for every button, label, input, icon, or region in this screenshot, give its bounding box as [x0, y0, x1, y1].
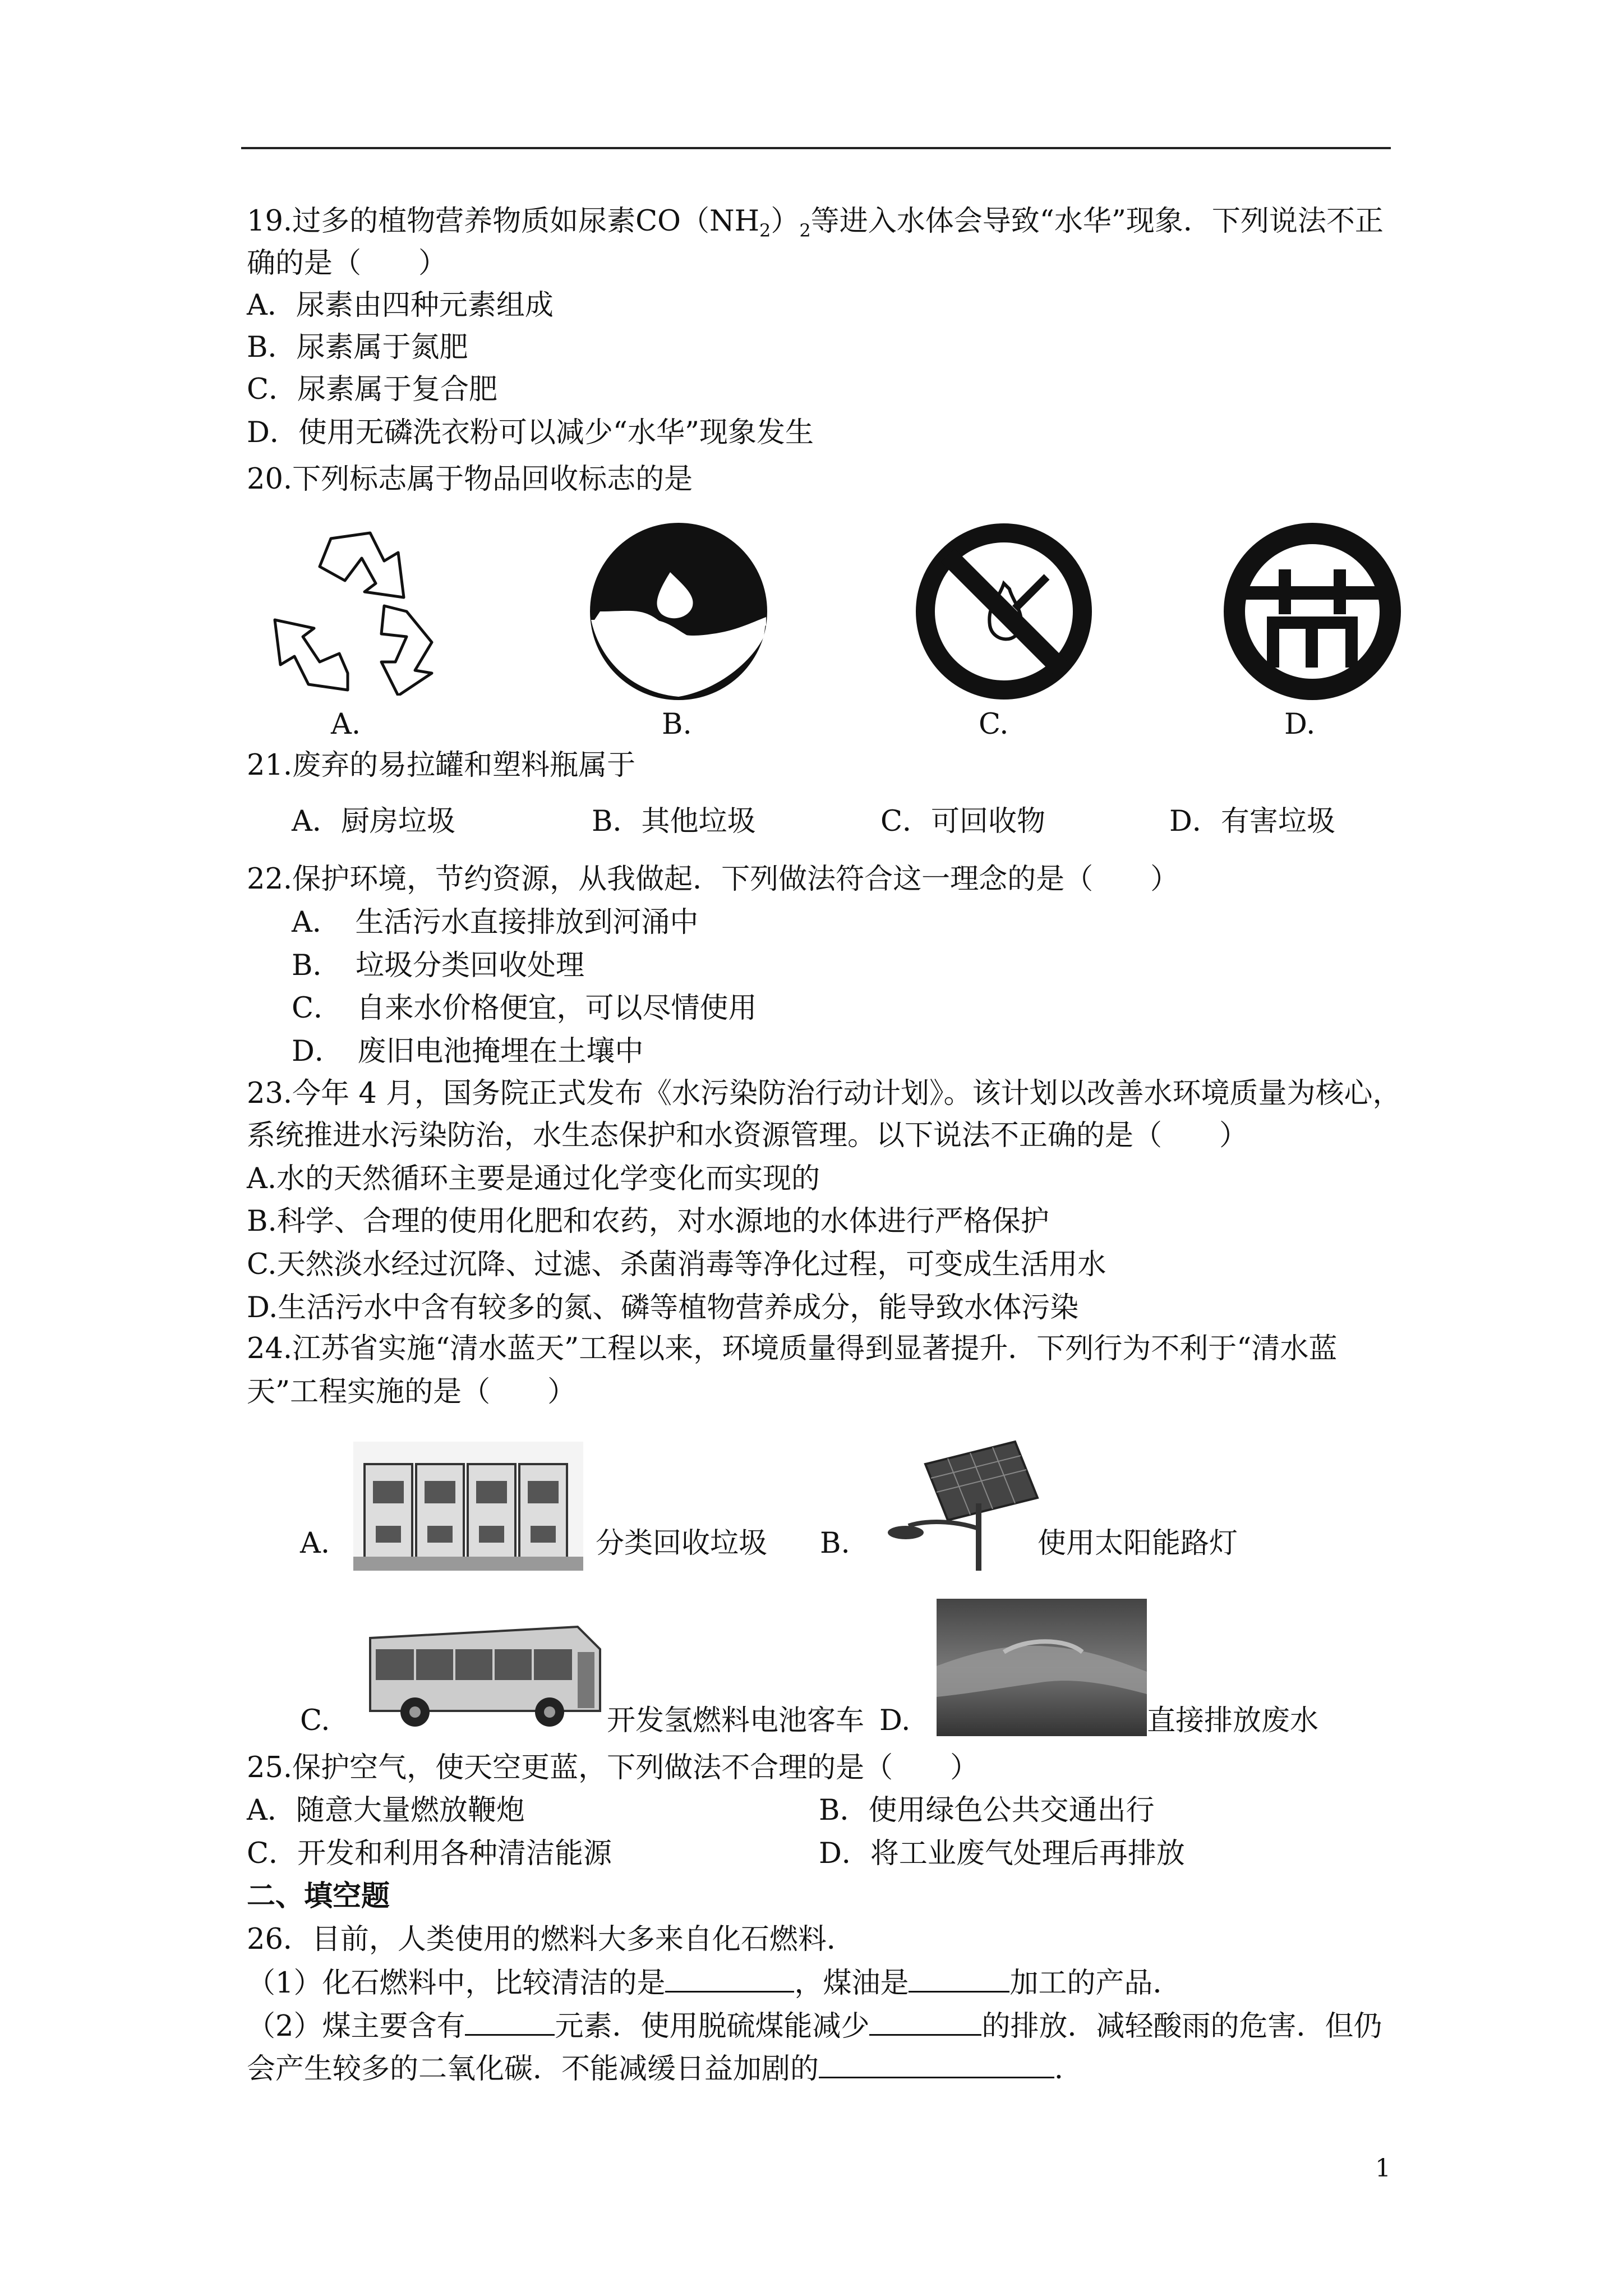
q26-part3 [247, 2052, 1083, 2086]
q22-option-b: B． 垃圾分类回收处理 [292, 949, 584, 982]
q19-option-b: B．尿素属于氮肥 [247, 331, 468, 364]
q21-option-c: C．可回收物 [880, 805, 1046, 838]
q19-option-c: C．尿素属于复合肥 [247, 373, 498, 406]
q24-stem-line2: 天”工程实施的是（ ） [247, 1375, 577, 1409]
q23-stem-line2: 系统推进水污染防治，水生态保护和水资源管理。以下说法不正确的是（ ） [247, 1119, 1248, 1152]
energy-saving-icon [1223, 522, 1402, 701]
q19-option-d: D．使用无磷洗衣粉可以减少“水华”现象发生 [247, 416, 814, 449]
solar-lamp-photo [875, 1436, 1043, 1571]
q23-stem-line1: 23.今年 4 月，国务院正式发布《水污染防治行动计划》。该计划以改善水环境质量为核心， [247, 1077, 1401, 1110]
q26-p2-text-c: 的排放．减轻酸雨的危害．但仍 [981, 2010, 1382, 2043]
q19-formula-close: ） [771, 205, 800, 238]
q20-label-b: B. [662, 708, 692, 741]
q24-option-d-text: 直接排放废水 [1147, 1704, 1319, 1737]
q20-label-a: A. [331, 708, 361, 741]
q20-label-d: D. [1284, 708, 1316, 741]
q19-stem-text: 19.过多的植物营养物质如尿素 [247, 205, 636, 238]
q26-p1-text-b: ，煤油是 [794, 1967, 909, 2000]
q24-option-a-text: 分类回收垃圾 [596, 1527, 768, 1560]
q26-p3-text-b: ． [1054, 2053, 1083, 2086]
q25-option-a: A．随意大量燃放鞭炮 [247, 1794, 525, 1827]
q26-blank-1[interactable] [665, 1966, 794, 1993]
q23-option-d: D.生活污水中含有较多的氮、磷等植物营养成分，能导致水体污染 [247, 1291, 1079, 1324]
q19-formula-sub2: 2 [799, 220, 811, 242]
q25-option-b: B．使用绿色公共交通出行 [819, 1794, 1155, 1827]
header-rule [241, 147, 1391, 149]
q23-option-a: A.水的天然循环主要是通过化学变化而实现的 [247, 1162, 820, 1195]
garbage-bins-photo [353, 1442, 583, 1571]
q26-p2-text-a: （2）煤主要含有 [247, 2010, 465, 2043]
q26-blank-5[interactable] [819, 2052, 1054, 2078]
q19-stem-line2: 确的是（ ） [247, 247, 448, 280]
q19-option-a: A．尿素由四种元素组成 [247, 289, 554, 322]
q26-blank-4[interactable] [869, 2009, 981, 2036]
q22-option-d: D． 废旧电池掩埋在土壤中 [292, 1035, 644, 1068]
q24-option-d-letter: D. [879, 1704, 911, 1737]
q26-p3-text-a: 会产生较多的二氧化碳．不能减缓日益加剧的 [247, 2053, 819, 2086]
q26-p1-text-a: （1）化石燃料中，比较清洁的是 [247, 1967, 666, 2000]
hydrogen-bus-photo [365, 1616, 606, 1733]
q21-stem: 21.废弃的易拉罐和塑料瓶属于 [247, 749, 636, 782]
q21-option-b: B．其他垃圾 [592, 805, 756, 838]
q24-option-b-letter: B. [820, 1527, 850, 1560]
q24-option-c-letter: C. [300, 1704, 330, 1737]
q25-option-c: C．开发和利用各种清洁能源 [247, 1837, 612, 1870]
q19-formula: CO（NH [635, 205, 760, 238]
recycle-icon [264, 522, 449, 696]
q22-stem: 22.保护环境，节约资源，从我做起．下列做法符合这一理念的是（ ） [247, 863, 1179, 896]
q19-formula-sub: 2 [759, 220, 771, 242]
q26-blank-3[interactable] [465, 2009, 555, 2036]
q26-part1 [247, 1966, 1181, 2000]
q21-option-a: A．厨房垃圾 [292, 805, 455, 838]
q24-option-c-text: 开发氢燃料电池客车 [607, 1704, 865, 1737]
section-title: 二、填空题 [247, 1879, 390, 1913]
q26-part2 [247, 2009, 1382, 2044]
q24-option-b-text: 使用太阳能路灯 [1038, 1527, 1238, 1560]
q22-option-a: A． 生活污水直接排放到河涌中 [292, 906, 699, 939]
q20-label-c: C. [979, 708, 1009, 741]
q25-option-d: D．将工业废气处理后再排放 [819, 1837, 1185, 1870]
q23-option-c: C.天然淡水经过沉降、过滤、杀菌消毒等净化过程，可变成生活用水 [247, 1248, 1106, 1281]
no-fire-icon [914, 522, 1094, 701]
water-saving-icon [589, 522, 768, 701]
q23-option-b: B.科学、合理的使用化肥和农药，对水源地的水体进行严格保护 [247, 1205, 1049, 1238]
q24-option-a-letter: A. [300, 1527, 330, 1560]
q26-p1-text-c: 加工的产品． [1009, 1967, 1182, 2000]
q26-p2-text-b: 元素．使用脱硫煤能减少 [555, 2010, 870, 2043]
q21-option-d: D．有害垃圾 [1169, 805, 1335, 838]
q26-blank-2[interactable] [909, 1966, 1009, 1993]
q24-stem-line1: 24.江苏省实施“清水蓝天”工程以来，环境质量得到显著提升．下列行为不利于“清水蓝 [247, 1332, 1338, 1365]
page-number: 1 [1375, 2154, 1391, 2183]
q19-stem-rest: 等进入水体会导致“水华”现象．下列说法不正 [810, 205, 1384, 238]
q26-stem: 26．目前，人类使用的燃料大多来自化石燃料． [247, 1923, 855, 1956]
q22-option-c: C． 自来水价格便宜，可以尽情使用 [292, 992, 757, 1025]
wastewater-photo [937, 1599, 1147, 1736]
q20-stem: 20.下列标志属于物品回收标志的是 [247, 463, 693, 496]
q19-stem-line1 [247, 205, 1384, 247]
q25-stem: 25.保护空气，使天空更蓝，下列做法不合理的是（ ） [247, 1751, 979, 1784]
